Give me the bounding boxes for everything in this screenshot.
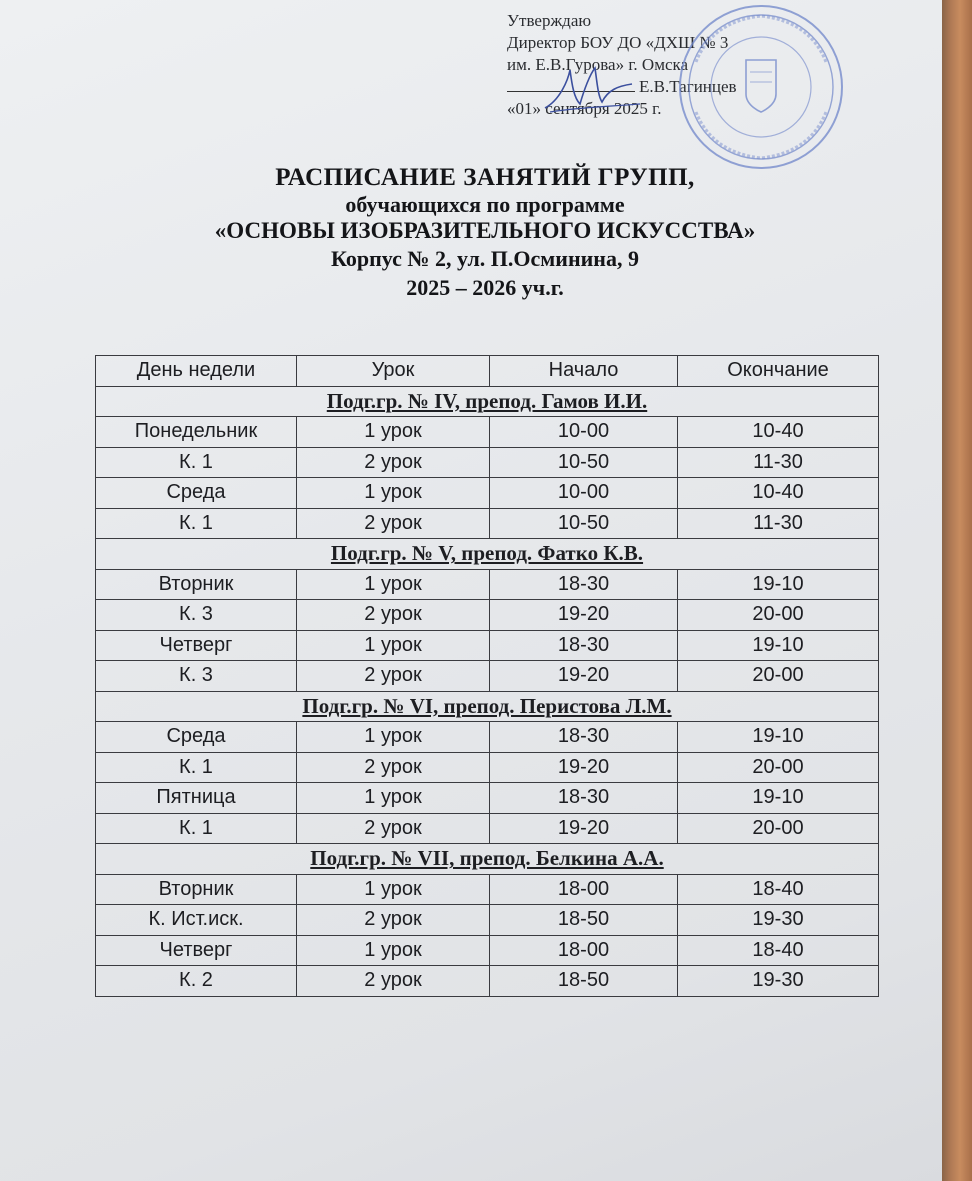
cell-end: 10-40 [678,417,879,448]
cell-start: 10-50 [490,447,678,478]
cell-lesson: 1 урок [297,722,490,753]
title-program: «ОСНОВЫ ИЗОБРАЗИТЕЛЬНОГО ИСКУССТВА» [214,218,756,243]
cell-day: К. 1 [96,508,297,539]
cell-end: 19-30 [678,966,879,997]
table-row [96,966,879,997]
cell-start: 18-30 [490,569,678,600]
cell-end: 10-40 [678,478,879,509]
group-title: Подг.гр. № VII, препод. Белкина А.А. [96,844,879,875]
group-header-row [96,691,879,722]
cell-start: 18-50 [490,905,678,936]
cell-day: Понедельник [96,417,297,448]
cell-lesson: 2 урок [297,661,490,692]
approval-org: им. Е.В.Гурова» г. Омска [507,55,689,74]
cell-lesson: 1 урок [297,569,490,600]
table-row [96,874,879,905]
table-row [96,661,879,692]
column-header-end: Окончание [678,356,879,387]
approval-heading: Утверждаю [507,11,592,30]
table-row [96,478,879,509]
cell-day: К. 1 [96,752,297,783]
table-row [96,752,879,783]
cell-day: К. 3 [96,600,297,631]
table-row [96,722,879,753]
table-row [96,508,879,539]
cell-lesson: 1 урок [297,417,490,448]
cell-end: 20-00 [678,661,879,692]
table-row [96,630,879,661]
cell-day: Вторник [96,569,297,600]
cell-lesson: 2 урок [297,905,490,936]
cell-end: 20-00 [678,813,879,844]
cell-start: 19-20 [490,600,678,631]
cell-end: 19-10 [678,722,879,753]
cell-end: 11-30 [678,447,879,478]
cell-start: 18-30 [490,783,678,814]
table-row [96,813,879,844]
table-row [96,783,879,814]
cell-day: Среда [96,478,297,509]
cell-day: К. 1 [96,813,297,844]
cell-day: К. 1 [96,447,297,478]
cell-lesson: 2 урок [297,447,490,478]
cell-start: 19-20 [490,752,678,783]
title-main: РАСПИСАНИЕ ЗАНЯТИЙ ГРУПП, [275,164,695,191]
cell-start: 18-30 [490,722,678,753]
group-header-row [96,844,879,875]
cell-start: 19-20 [490,813,678,844]
handwritten-signature [540,60,650,120]
group-title: Подг.гр. № V, препод. Фатко К.В. [96,539,879,570]
cell-start: 18-30 [490,630,678,661]
cell-lesson: 1 урок [297,874,490,905]
cell-start: 10-00 [490,478,678,509]
cell-end: 19-10 [678,569,879,600]
approval-date: «01» сентября 2025 г. [507,99,662,118]
cell-lesson: 1 урок [297,783,490,814]
title-year: 2025 – 2026 уч.г. [406,275,564,300]
group-title: Подг.гр. № IV, препод. Гамов И.И. [96,386,879,417]
cell-day: Четверг [96,630,297,661]
group-header-row [96,386,879,417]
cell-start: 18-00 [490,874,678,905]
cell-lesson: 2 урок [297,600,490,631]
schedule-table [95,355,879,997]
cell-day: К. 2 [96,966,297,997]
cell-end: 18-40 [678,874,879,905]
approval-signer: Е.В.Тагинцев [639,77,737,96]
cell-end: 19-30 [678,905,879,936]
cell-day: Среда [96,722,297,753]
cell-end: 19-10 [678,783,879,814]
cell-start: 10-50 [490,508,678,539]
document-title [100,163,870,303]
cell-end: 18-40 [678,935,879,966]
cell-end: 20-00 [678,600,879,631]
table-row [96,447,879,478]
title-building: Корпус № 2, ул. П.Осминина, 9 [331,246,639,271]
column-header-lesson: Урок [297,356,490,387]
table-row [96,569,879,600]
wooden-surface-edge [942,0,972,1181]
column-header-day: День недели [96,356,297,387]
cell-day: Четверг [96,935,297,966]
cell-end: 11-30 [678,508,879,539]
cell-lesson: 2 урок [297,752,490,783]
table-row [96,600,879,631]
column-header-start: Начало [490,356,678,387]
cell-day: Пятница [96,783,297,814]
group-title: Подг.гр. № VI, препод. Перистова Л.М. [96,691,879,722]
table-header-row [96,356,879,387]
cell-start: 19-20 [490,661,678,692]
cell-end: 20-00 [678,752,879,783]
approval-director: Директор БОУ ДО «ДХШ № 3 [507,33,729,52]
cell-lesson: 2 урок [297,813,490,844]
cell-lesson: 1 урок [297,630,490,661]
cell-start: 10-00 [490,417,678,448]
cell-day: К. 3 [96,661,297,692]
table-row [96,905,879,936]
cell-lesson: 2 урок [297,508,490,539]
cell-start: 18-00 [490,935,678,966]
table-row [96,935,879,966]
cell-lesson: 1 урок [297,478,490,509]
title-subtitle: обучающихся по программе [345,192,625,217]
cell-lesson: 1 урок [297,935,490,966]
cell-end: 19-10 [678,630,879,661]
table-row [96,417,879,448]
official-seal-icon [676,2,846,172]
cell-lesson: 2 урок [297,966,490,997]
cell-day: К. Ист.иск. [96,905,297,936]
cell-start: 18-50 [490,966,678,997]
cell-day: Вторник [96,874,297,905]
group-header-row [96,539,879,570]
